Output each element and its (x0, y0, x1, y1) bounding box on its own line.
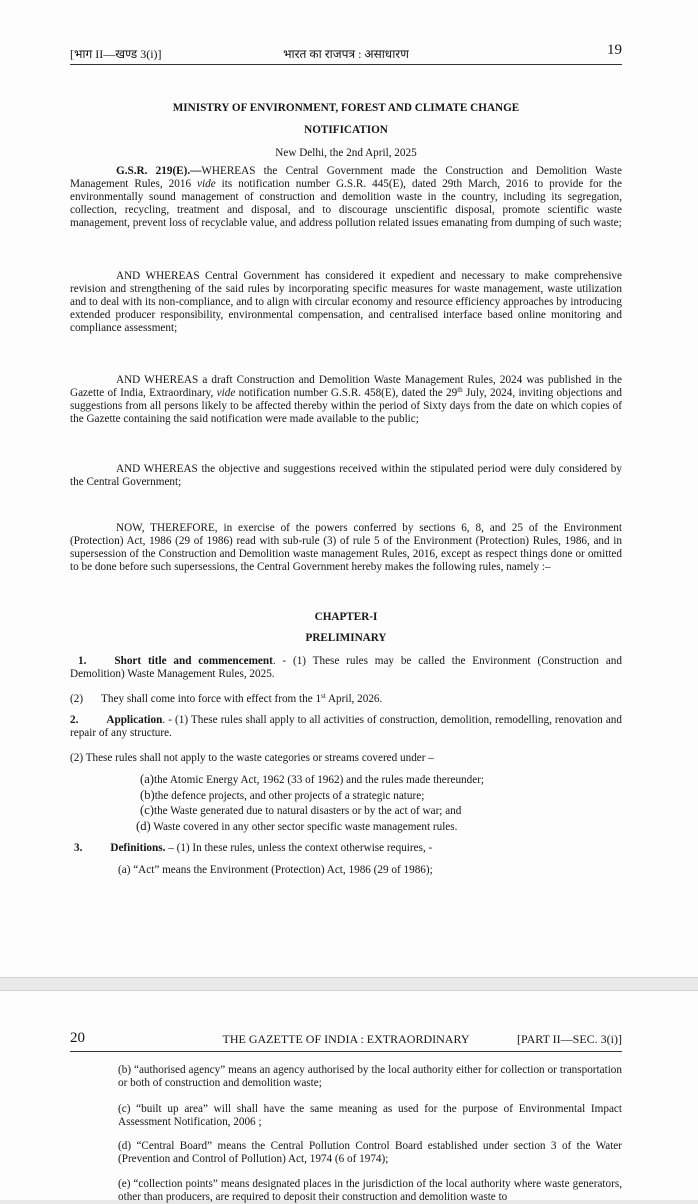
rule-1-2: (2) They shall come into force with effect from the 1st April, 2026. (70, 692, 383, 705)
notification-heading: NOTIFICATION (304, 124, 388, 136)
rule-3: 3. Definitions. – (1) In these rules, unless the context otherwise requires, - (70, 842, 622, 855)
rule-number: 1. (78, 655, 87, 667)
paragraph-whereas-3: AND WHEREAS a draft Construction and Demolition Waste Management Rules, 2024 was published in the Gazette of India, Extraordinary, vide notification number G.S.R. 458(E), dated the 29th July, 2024, inviting objections and suggestions from all persons likely to be affected thereby within the period of Sixty days from the date on which copies of the Gazette containing the said notification were made available to the public; (70, 374, 622, 426)
definition-d: (d) “Central Board” means the Central Pollution Control Board established under section 3 of the Water (Prevention and Control of Pollution) Act, 1974 (6 of 1974); (118, 1140, 622, 1166)
definition-b: (b) “authorised agency” means an agency authorised by the local authority either for collection or transportation or both of construction and demolition waste; (118, 1064, 622, 1090)
rule-1: 1. Short title and commencement. - (1) These rules may be called the Environment (Construction and Demolition) Waste Management Rules, 2025. (70, 655, 622, 681)
list-item: (c)the Waste generated due to natural disasters or by the act of war; and (140, 803, 462, 817)
page-number: 19 (607, 42, 622, 58)
header-title-hindi: भारत का राजपत्र : असाधारण (283, 47, 409, 61)
page-number: 20 (70, 1030, 85, 1046)
list-label: (b) (140, 788, 155, 802)
header-part-hindi: [भाग II—खण्ड 3(i)] (70, 47, 162, 61)
list-item: (a)the Atomic Energy Act, 1962 (33 of 1962) and the rules made thereunder; (140, 772, 485, 786)
definition-a: (a) “Act” means the Environment (Protection) Act, 1986 (29 of 1986); (118, 864, 433, 876)
list-label: (a) (140, 772, 154, 786)
list-item: (b)the defence projects, and other projects of a strategic nature; (140, 788, 425, 802)
list-label: (d) (136, 819, 151, 833)
list-item: (d) Waste covered in any other sector specific waste management rules. (136, 819, 458, 833)
chapter-heading: CHAPTER-I (314, 611, 378, 623)
place-date: New Delhi, the 2nd April, 2025 (275, 147, 417, 159)
rule-title: Application (106, 714, 163, 726)
header-part: [PART II—SEC. 3(i)] (517, 1032, 622, 1046)
rule-number: 2. (70, 714, 79, 726)
gazette-page-20 (0, 990, 698, 1204)
ministry-heading: MINISTRY OF ENVIRONMENT, FOREST AND CLIMATE CHANGE (172, 102, 520, 114)
paragraph-gsr: G.S.R. 219(E).—WHEREAS the Central Government made the Construction and Demolition Waste Management Rules, 2016 vide its notification number G.S.R. 445(E), dated 29th March, 2016 to provide for the environmentally sound management of construction and demolition waste in the country, including its segregation, collection, recycling, treatment and disposal, and to discourage unscientific disposal, promote scientific waste management, prevent loss of recyclable value, and address pollution related issues emanating from dumping of such waste; (70, 165, 622, 230)
definition-e: (e) “collection points” means designated places in the jurisdiction of the local authority where waste generators, other than producers, are required to deposit their construction and demolition waste to (118, 1178, 622, 1204)
preliminary-heading: PRELIMINARY (305, 632, 387, 644)
rule-2-2: (2) These rules shall not apply to the waste categories or streams covered under – (70, 752, 434, 764)
header-rule (70, 64, 622, 65)
header-rule (70, 1051, 622, 1052)
paragraph-whereas-4: AND WHEREAS the objective and suggestions received within the stipulated period were duly considered by the Central Government; (70, 463, 622, 489)
rule-title: Definitions. (110, 842, 166, 854)
rule-2: 2. Application. - (1) These rules shall apply to all activities of construction, demolition, remodelling, renovation and repair of any structure. (70, 714, 622, 740)
gsr-number: G.S.R. 219(E).— (116, 165, 202, 177)
definition-c: (c) “built up area” will shall have the same meaning as used for the purpose of Environmental Impact Assessment Notification, 2006 ; (118, 1103, 622, 1129)
paragraph-now-therefore: NOW, THEREFORE, in exercise of the powers conferred by sections 6, 8, and 25 of the Environment (Protection) Act, 1986 (29 of 1986) read with sub-rule (3) of rule 5 of the Environment (Protection) Rules, 1986, and in supersession of the Construction and Demolition waste management Rules, 2016, except as respect things done or omitted to be done before such supersessions, the Central Government hereby makes the following rules, namely :– (70, 522, 622, 574)
rule-title: Short title and commencement (114, 655, 273, 667)
header-title: THE GAZETTE OF INDIA : EXTRAORDINARY (222, 1032, 470, 1046)
paragraph-whereas-2: AND WHEREAS Central Government has considered it expedient and necessary to make comprehensive revision and strengthening of the said rules by incorporating specific measures for waste management, waste utilization and to deal with its non-compliance, and to align with circular economy and resource efficiency approaches by introducing extended producer responsibility, environmental compensation, and centralised interface based online monitoring and compliance assessment; (70, 270, 622, 335)
rule-number: 3. (74, 842, 83, 854)
list-label: (c) (140, 803, 154, 817)
